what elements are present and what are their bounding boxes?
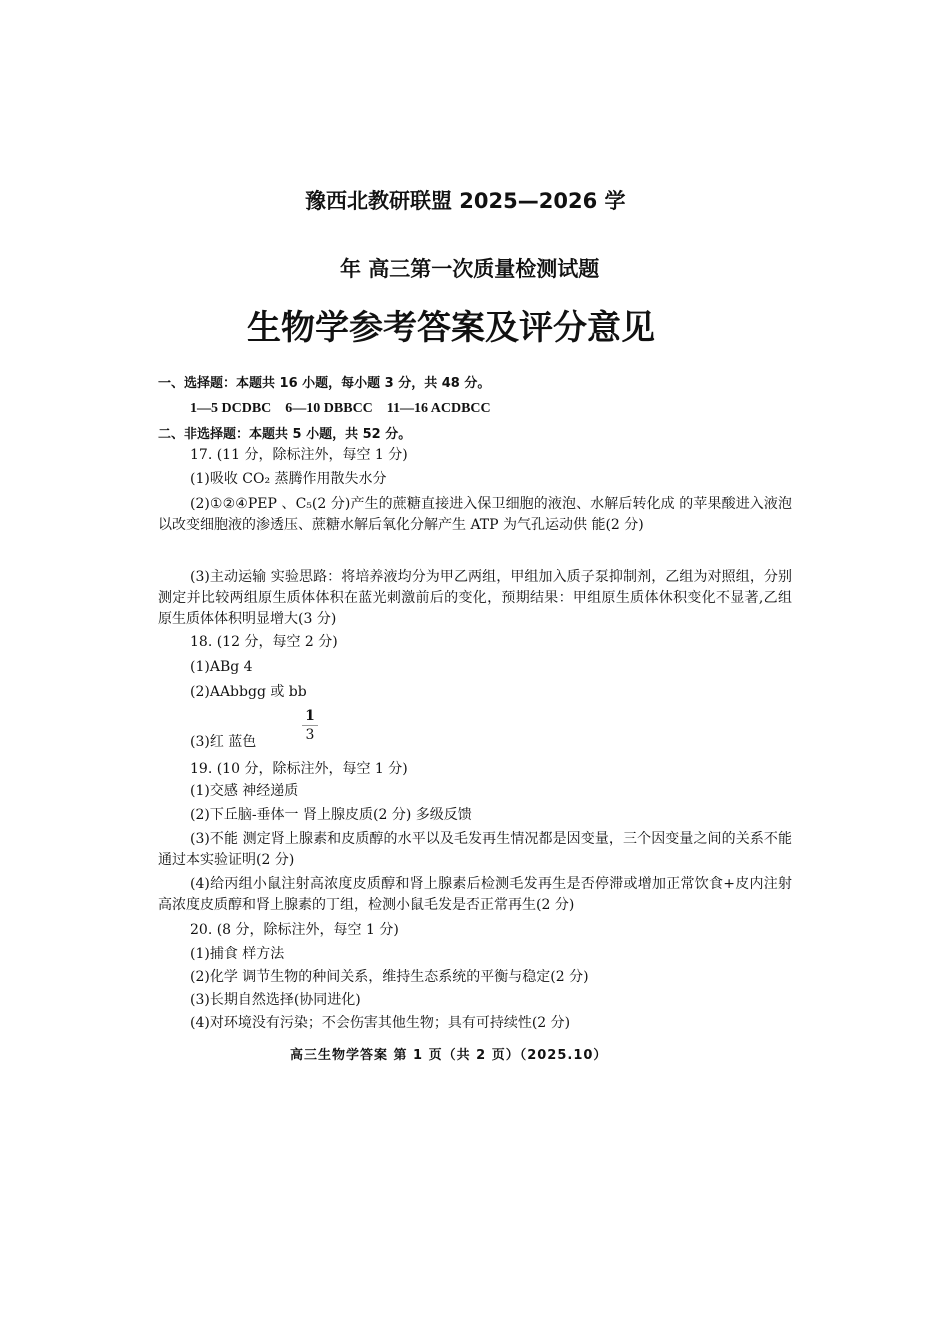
q17-answer-3: (3)主动运输 实验思路：将培养液均分为甲乙两组，甲组加入质子泵抑制剂，乙组为对照组，分别测定并比较两组原生质体体积在蓝光刺激前后的变化，预期结果：甲组原生质体休积变化不显著,乙组原生质体体积明显增大(3 分) xyxy=(158,569,792,627)
q17-answer-2: (2)①②④PEP 、C₅(2 分)产生的蔗糖直接进入保卫细胞的液泡、水解后转化成 的苹果酸进入液泡以改变细胞液的渗透压、蔗糖水解后氧化分解产生 ATP 为气孔运动供 能(2 分) xyxy=(158,496,792,533)
fraction xyxy=(302,707,318,744)
choice-answers: 1—5 DCDBC 6—10 DBBCC 11—16 ACDBCC xyxy=(190,401,491,416)
q18-answer-1: (1)ABg 4 xyxy=(190,659,253,675)
q18-answer-2: (2)AAbbgg 或 bb xyxy=(190,684,307,700)
q19-header: 19. (10 分，除标注外，每空 1 分) xyxy=(190,761,408,777)
fraction-numerator: 1 xyxy=(302,707,318,726)
page-footer: 高三生物学答案 第 1 页（共 2 页）（2025.10） xyxy=(290,1048,608,1063)
exam-title-line1: 豫西北教研联盟 2025—2026 学 xyxy=(305,189,626,213)
section1-heading: 一、选择题：本题共 16 小题，每小题 3 分，共 48 分。 xyxy=(158,376,491,391)
page-title: 生物学参考答案及评分意见 xyxy=(247,308,655,348)
q17-answer-1: (1)吸收 CO₂ 蒸腾作用散失水分 xyxy=(190,471,387,487)
q18-answer-3: (3)红 蓝色 xyxy=(190,734,257,750)
q19-answer-2: (2)下丘脑-垂体一 肾上腺皮质(2 分) 多级反馈 xyxy=(190,807,472,823)
q18-header: 18. (12 分，每空 2 分) xyxy=(190,634,338,650)
q17-header: 17. (11 分，除标注外，每空 1 分) xyxy=(190,447,408,463)
exam-title-line2: 年 高三第一次质量检测试题 xyxy=(340,257,600,281)
section2-heading: 二、非选择题：本题共 5 小题，共 52 分。 xyxy=(158,427,412,442)
q19-answer-1: (1)交感 神经递质 xyxy=(190,783,299,799)
q20-answer-1: (1)捕食 样方法 xyxy=(190,946,285,962)
q20-answer-4: (4)对环境没有污染；不会伤害其他生物；具有可持续性(2 分) xyxy=(190,1015,571,1031)
q20-answer-2: (2)化学 调节生物的种间关系，维持生态系统的平衡与稳定(2 分) xyxy=(190,969,589,985)
q19-answer-4: (4)给丙组小鼠注射高浓度皮质醇和肾上腺素后检测毛发再生是否停滞或增加正常饮食+皮内注射高浓度皮质醇和肾上腺素的丁组，检测小鼠毛发是否正常再生(2 分) xyxy=(158,876,792,913)
q20-answer-3: (3)长期自然选择(协同进化) xyxy=(190,992,361,1008)
q19-answer-3: (3)不能 测定肾上腺素和皮质醇的水平以及毛发再生情况都是因变量，三个因变量之间的关系不能通过本实验证明(2 分) xyxy=(158,831,792,868)
q20-header: 20. (8 分，除标注外，每空 1 分) xyxy=(190,922,399,938)
fraction-denominator: 3 xyxy=(305,727,315,743)
